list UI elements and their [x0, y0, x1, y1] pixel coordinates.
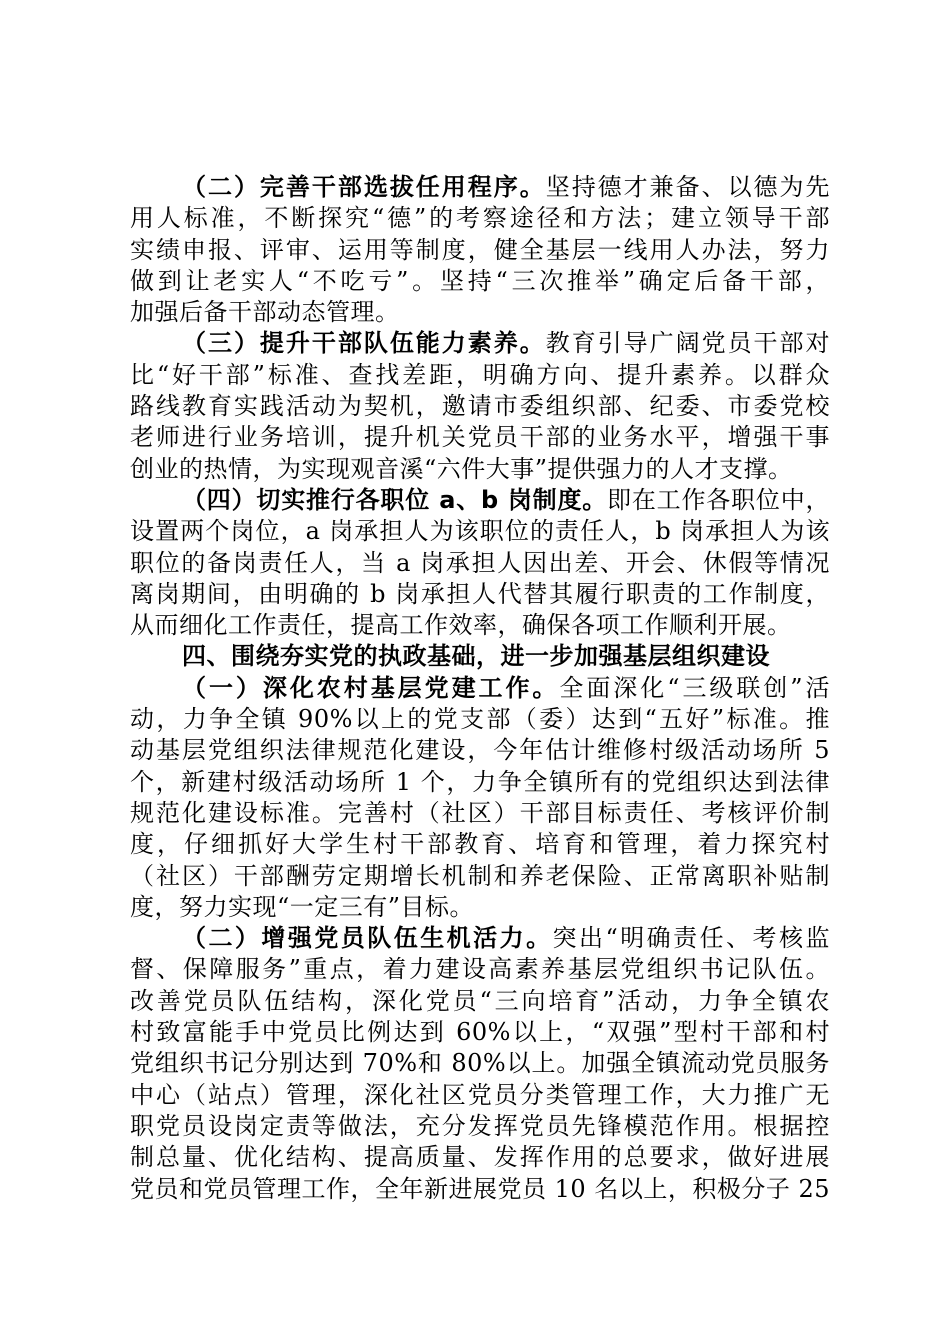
- paragraph-heading: （二）增强党员队伍生机活力。: [182, 924, 553, 953]
- paragraph-line: 创业的热情，为实现观音溪“六件大事”提供强力的人才支撑。: [130, 454, 793, 483]
- paragraph-party-member-vitality: [130, 923, 830, 1205]
- paragraph-line: 用人标准，不断探究“德”的考察途径和方法；建立领导干部: [130, 204, 830, 233]
- paragraph-text: 坚持德才兼备、以德为先: [545, 173, 831, 201]
- paragraph-line: 从而细化工作责任，提高工作效率，确保各项工作顺利开展。: [130, 611, 792, 640]
- paragraph-line: 党组织书记分别达到 70%和 80%以上。加强全镇流动党员服务: [130, 1049, 830, 1078]
- paragraph-line: 做到让老实人“不吃亏”。坚持“三次推举”确定后备干部，: [130, 266, 830, 295]
- paragraph-line: 比“好干部”标准、查找差距，明确方向、提升素养。以群众: [130, 360, 830, 389]
- paragraph-heading: （四）切实推行各职位 a、b 岗制度。: [182, 485, 608, 514]
- paragraph-line: 督、保障服务”重点，着力建设高素养基层党组织书记队伍。: [130, 955, 830, 984]
- paragraph-line: 度，仔细抓好大学生村干部教育、培育和管理，着力探究村: [130, 830, 830, 859]
- section-title: 四、围绕夯实党的执政基础，进一步加强基层组织建设: [182, 642, 770, 671]
- paragraph-first-line: [130, 673, 830, 704]
- paragraph-line: 老师进行业务培训，提升机关党员干部的业务水平，增强干事: [130, 423, 830, 452]
- paragraph-line: 规范化建设标准。完善村（社区）干部目标责任、考核评价制: [130, 798, 830, 827]
- paragraph-cadre-capability: [130, 328, 830, 484]
- paragraph-text: 突出“明确责任、考核监: [552, 924, 830, 953]
- paragraph-line: 实绩申报、评审、运用等制度，健全基层一线用人办法，努力: [130, 235, 830, 264]
- paragraph-line: （社区）干部酬劳定期增长机制和养老保险、正常离职补贴制: [130, 861, 830, 890]
- paragraph-text: 即在工作各职位中，: [607, 485, 830, 514]
- paragraph-line: 中心（站点）管理，深化社区党员分类管理工作，大力推广无: [130, 1080, 830, 1109]
- paragraph-first-line: [130, 923, 830, 954]
- paragraph-heading: （一）深化农村基层党建工作。: [182, 673, 560, 702]
- paragraph-first-line: [130, 485, 830, 516]
- paragraph-line: 改善党员队伍结构，深化党员“三向培育”活动，力争全镇农: [130, 986, 830, 1015]
- paragraph-line: 动，力争全镇 90%以上的党支部（委）达到“五好”标准。推: [130, 705, 830, 734]
- document-page: [130, 172, 830, 1205]
- paragraph-line: 职位的备岗责任人，当 a 岗承担人因出差、开会、休假等情况: [130, 548, 830, 577]
- paragraph-line: 制总量、优化结构、提高质量、发挥作用的总要求，做好进展: [130, 1143, 830, 1172]
- paragraph-line: 设置两个岗位，a 岗承担人为该职位的责任人，b 岗承担人为该: [130, 517, 830, 546]
- paragraph-heading: （三）提升干部队伍能力素养。: [182, 329, 546, 358]
- paragraph-cadre-selection: [130, 172, 830, 328]
- paragraph-line: 加强后备干部动态管理。: [130, 298, 400, 327]
- paragraph-first-line: [130, 328, 830, 359]
- paragraph-rural-party-building: [130, 673, 830, 923]
- paragraph-line: 职党员设岗定责等做法，充分发挥党员先锋模范作用。根据控: [130, 1111, 830, 1140]
- paragraph-heading: （二）完善干部选拔任用程序。: [182, 173, 546, 201]
- paragraph-line: 个，新建村级活动场所 1 个，力争全镇所有的党组织达到法律: [130, 767, 830, 796]
- paragraph-ab-post-system: [130, 485, 830, 641]
- paragraph-text: 教育引导广阔党员干部对: [545, 329, 831, 358]
- paragraph-line: 度，努力实现“一定三有”目标。: [130, 892, 475, 921]
- paragraph-line: 村致富能手中党员比例达到 60%以上，“双强”型村干部和村: [130, 1018, 830, 1047]
- paragraph-line: 党员和党员管理工作，全年新进展党员 10 名以上，积极分子 25: [130, 1174, 830, 1203]
- paragraph-line: 路线教育实践活动为契机，邀请市委组织部、纪委、市委党校: [130, 392, 830, 421]
- paragraph-line: 离岗期间，由明确的 b 岗承担人代替其履行职责的工作制度，: [130, 579, 830, 608]
- paragraph-first-line: [130, 172, 830, 203]
- paragraph-line: 动基层党组织法律规范化建设，今年估计维修村级活动场所 5: [130, 736, 830, 765]
- paragraph-text: 全面深化“三级联创”活: [559, 673, 830, 702]
